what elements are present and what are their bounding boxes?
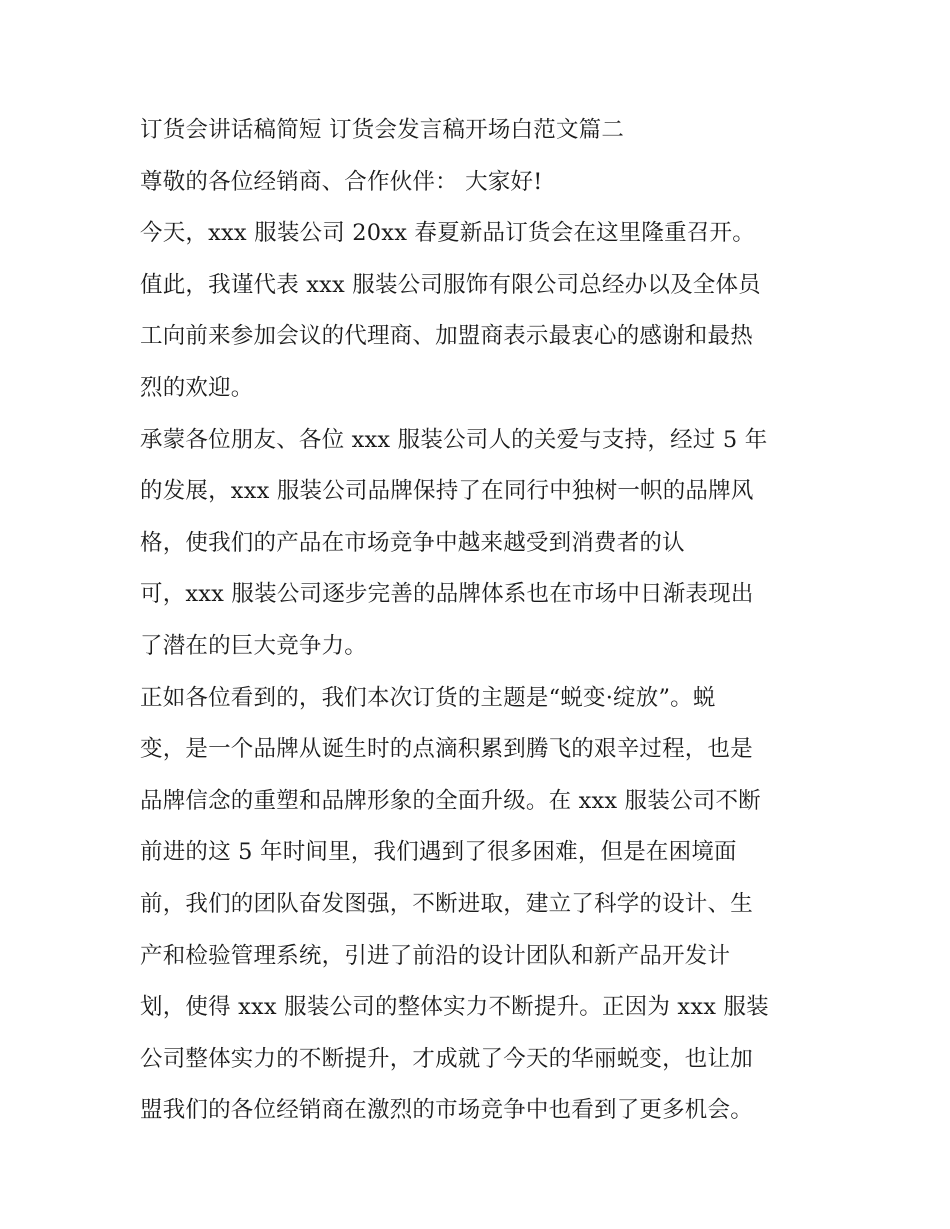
text-line: 正如各位看到的，我们本次订货的主题是“蜕变·绽放”。蜕 xyxy=(140,684,716,711)
text-line: 格，使我们的产品在市场竞争中越来越受到消费者的认 xyxy=(140,529,685,556)
text-line: 前，我们的团队奋发图强，不断进取，建立了科学的设计、生 xyxy=(140,890,753,917)
text-line: 的发展，xxx 服装公司品牌保持了在同行中独树一帜的品牌风 xyxy=(140,478,754,505)
text-line: 了潜在的巨大竞争力。 xyxy=(140,632,368,659)
salutation-line: 尊敬的各位经销商、合作伙伴： 大家好! xyxy=(140,168,543,195)
text-line: 盟我们的各位经销商在激烈的市场竞争中也看到了更多机会。 xyxy=(140,1097,753,1124)
document-title: 订货会讲话稿简短 订货会发言稿开场白范文篇二 xyxy=(140,117,625,143)
text-line: 划，使得 xxx 服装公司的整体实力不断提升。正因为 xxx 服装 xyxy=(140,994,769,1021)
text-line: 今天，xxx 服装公司 20xx 春夏新品订货会在这里隆重召开。 xyxy=(140,220,755,247)
text-line: 公司整体实力的不断提升，才成就了今天的华丽蜕变，也让加 xyxy=(140,1045,753,1072)
text-line: 产和检验管理系统，引进了前沿的设计团队和新产品开发计 xyxy=(140,942,731,969)
text-line: 工向前来参加会议的代理商、加盟商表示最衷心的感谢和最热 xyxy=(140,323,753,350)
text-line: 值此，我谨代表 xxx 服装公司服饰有限公司总经办以及全体员 xyxy=(140,271,761,298)
text-line: 烈的欢迎。 xyxy=(140,374,254,401)
text-line: 承蒙各位朋友、各位 xxx 服装公司人的关爱与支持，经过 5 年 xyxy=(140,426,768,453)
document-body xyxy=(140,110,830,1142)
text-line: 变，是一个品牌从诞生时的点滴积累到腾飞的艰辛过程，也是 xyxy=(140,736,753,763)
text-line: 前进的这 5 年时间里，我们遇到了很多困难，但是在困境面 xyxy=(140,839,737,866)
text-line: 可，xxx 服装公司逐步完善的品牌体系也在市场中日渐表现出 xyxy=(140,581,754,608)
text-line: 品牌信念的重塑和品牌形象的全面升级。在 xxx 服装公司不断 xyxy=(140,787,761,814)
